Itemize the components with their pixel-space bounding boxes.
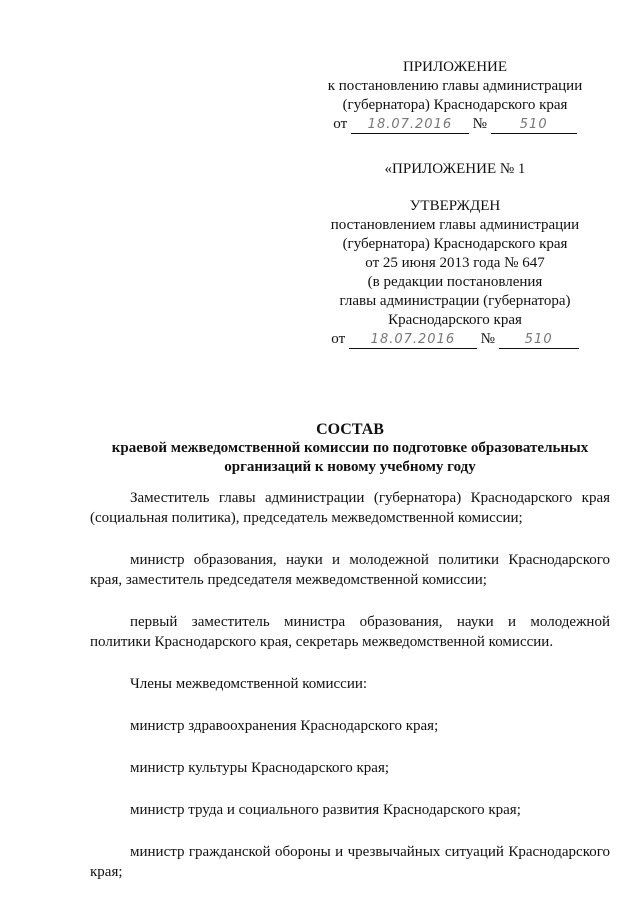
approved-date-row [300, 330, 610, 349]
from-label: от [333, 116, 348, 132]
appendix-line: к постановлению главы администрации [327, 78, 583, 94]
paragraph: Члены межведомственной комиссии: [130, 676, 368, 692]
paragraph: министр гражданской обороны и чрезвычайных ситуаций Краснодарского края; [90, 844, 610, 880]
document-body [90, 488, 610, 904]
document-heading [90, 420, 610, 477]
appendix-header [300, 58, 610, 134]
number-label: № [480, 331, 495, 347]
approved-line: постановлением главы администрации [330, 217, 580, 233]
paragraph: первый заместитель министра образования, науки и молодежной политики Краснодарского края, секретарь межведомственной комиссии. [90, 614, 610, 650]
handwritten-date: 18.07.2016 [351, 117, 469, 134]
appendix-date-row [300, 115, 610, 134]
original-appendix-header [300, 160, 610, 349]
document-subtitle: краевой межведомственной комиссии по подготовке образовательных [111, 440, 589, 456]
approved-stamp: УТВЕРЖДЕН [409, 198, 501, 214]
appendix-line: (губернатора) Краснодарского края [342, 97, 568, 113]
approved-line: (в редакции постановления [367, 274, 543, 290]
document-title: СОСТАВ [316, 421, 384, 438]
paragraph: министр здравоохранения Краснодарского края; [130, 718, 439, 734]
paragraph: министр культуры Краснодарского края; [130, 760, 390, 776]
number-label: № [472, 116, 487, 132]
handwritten-date: 18.07.2016 [349, 332, 477, 349]
approved-line: (губернатора) Краснодарского края [342, 236, 568, 252]
approved-line: Краснодарского края [388, 312, 522, 328]
approved-line: главы администрации (губернатора) [339, 293, 571, 309]
handwritten-number: 510 [491, 117, 577, 134]
paragraph: министр труда и социального развития Краснодарского края; [130, 802, 521, 818]
approved-line: от 25 июня 2013 года № 647 [365, 255, 545, 271]
document-subtitle: организаций к новому учебному году [224, 459, 476, 475]
from-label: от [331, 331, 346, 347]
appendix-title: ПРИЛОЖЕНИЕ [402, 59, 508, 75]
original-appendix-title: «ПРИЛОЖЕНИЕ № 1 [384, 161, 526, 177]
paragraph: Заместитель главы администрации (губернатора) Краснодарского края (социальная политика), председатель межведомственной комиссии; [90, 490, 610, 526]
paragraph: министр образования, науки и молодежной политики Краснодарского края, заместитель председателя межведомственной комиссии; [90, 552, 610, 588]
handwritten-number: 510 [499, 332, 579, 349]
